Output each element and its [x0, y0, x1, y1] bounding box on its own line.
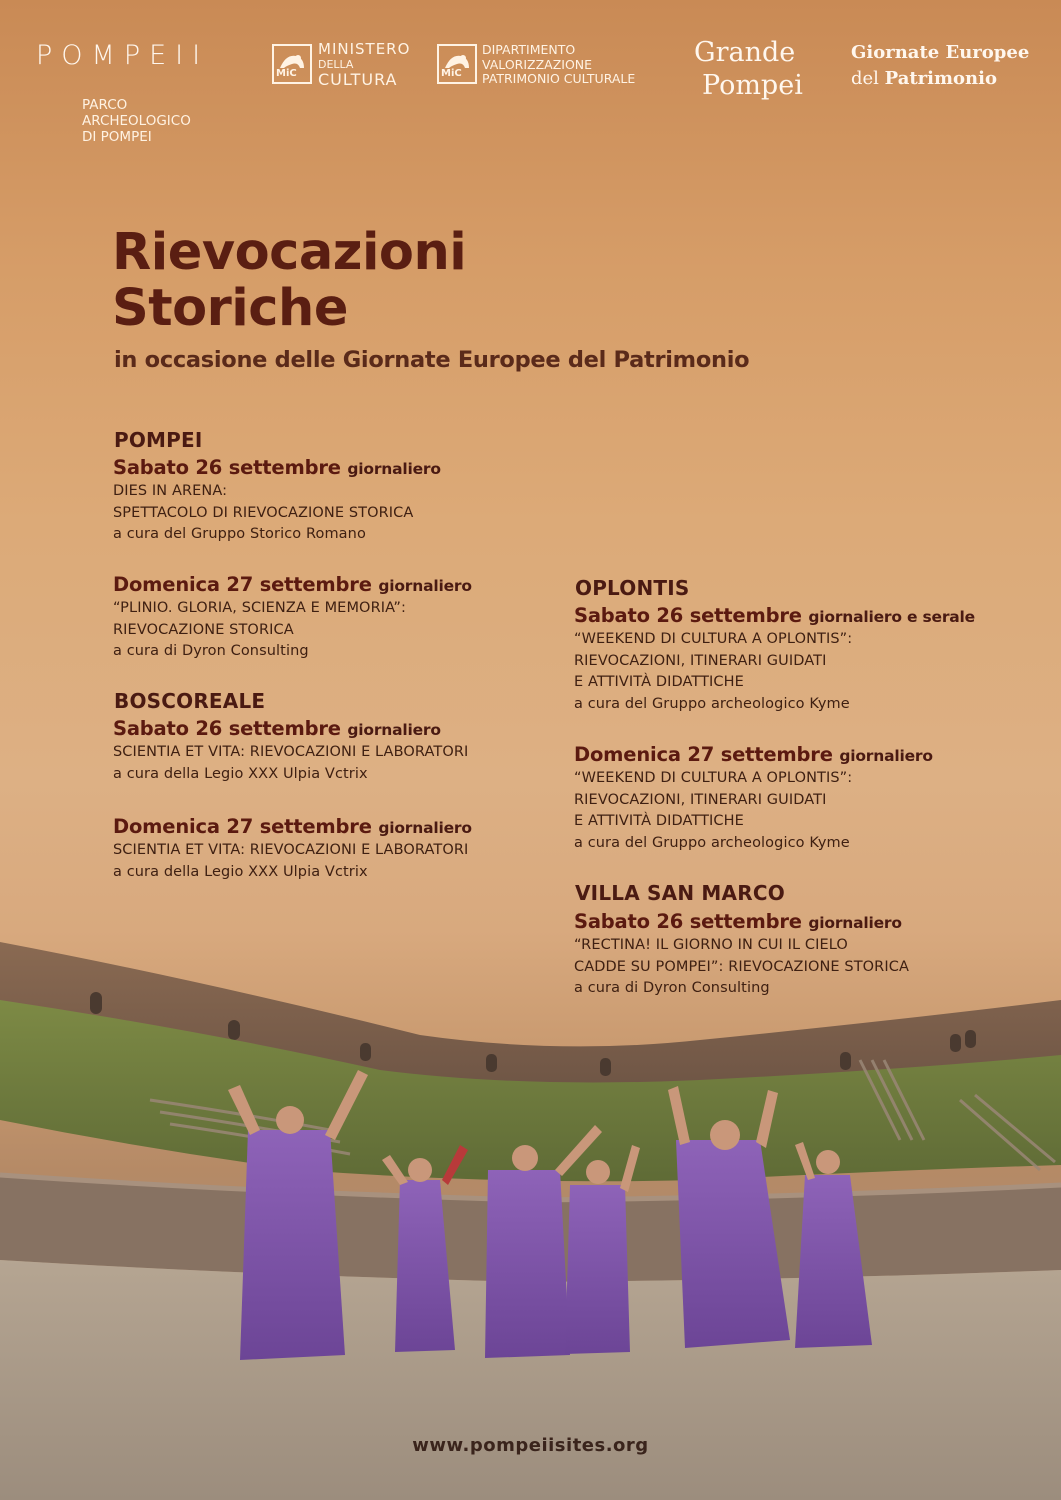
event-line: “WEEKEND DI CULTURA A OPLONTIS”:	[574, 631, 853, 647]
site-heading-villa-san-marco: VILLA SAN MARCO	[575, 881, 785, 905]
event-line: SCIENTIA ET VITA: RIEVOCAZIONI E LABORATORI	[113, 842, 469, 858]
event-day: Sabato 26 settembre	[113, 717, 341, 740]
event-kind: giornaliero	[347, 721, 441, 739]
event-kind: giornaliero	[378, 819, 472, 837]
parco-archeologico-text	[82, 97, 191, 145]
giornate-line-bold: Patrimonio	[884, 68, 997, 89]
title-line: Storiche	[112, 279, 348, 338]
event-kind: giornaliero e serale	[808, 608, 975, 626]
event-kind: giornaliero	[347, 460, 441, 478]
mic-label: MiC	[276, 68, 297, 79]
dipartimento-line: VALORIZZAZIONE	[482, 56, 593, 72]
parco-line: PARCO	[82, 97, 128, 113]
event-date	[113, 573, 472, 596]
ministero-line: CULTURA	[318, 70, 398, 89]
event-line: a cura della Legio XXX Ulpia Vctrix	[113, 863, 368, 880]
mic-label: MiC	[441, 68, 462, 79]
dipartimento-line: DIPARTIMENTO	[482, 42, 576, 57]
event-line: E ATTIVITÀ DIDATTICHE	[574, 813, 744, 829]
event-kind: giornaliero	[808, 914, 902, 932]
event-line: CADDE SU POMPEI”: RIEVOCAZIONE STORICA	[574, 958, 909, 975]
event-line: SPETTACOLO DI RIEVOCAZIONE STORICA	[113, 504, 414, 521]
event-date	[113, 717, 441, 740]
event-line: RIEVOCAZIONI, ITINERARI GUIDATI	[574, 652, 827, 669]
event-date	[113, 456, 441, 479]
ministero-line: DELLA	[318, 58, 354, 71]
parco-line: ARCHEOLOGICO	[82, 113, 191, 129]
event-date	[574, 910, 902, 933]
event-line: a cura del Gruppo archeologico Kyme	[574, 695, 850, 712]
dipartimento-text	[482, 43, 635, 87]
mic-emblem-icon	[437, 44, 477, 84]
event-line: a cura del Gruppo Storico Romano	[113, 526, 366, 542]
event-description	[113, 742, 468, 785]
event-line: E ATTIVITÀ DIDATTICHE	[574, 674, 744, 690]
event-day: Domenica 27 settembre	[574, 743, 833, 766]
event-line: a cura di Dyron Consulting	[113, 643, 309, 659]
event-kind: giornaliero	[839, 747, 933, 765]
event-line: a cura di Dyron Consulting	[574, 980, 770, 996]
grande-pompei-line: Grande	[694, 37, 796, 68]
parco-line: DI POMPEI	[82, 129, 152, 145]
event-line: “RECTINA! IL GIORNO IN CUI IL CIELO	[574, 937, 848, 953]
dipartimento-line: PATRIMONIO CULTURALE	[482, 71, 636, 86]
title-line: Rievocazioni	[112, 223, 467, 282]
event-line: DIES IN ARENA:	[113, 483, 228, 499]
event-kind: giornaliero	[378, 577, 472, 595]
pompeii-logo	[36, 40, 209, 71]
ministero-line: MINISTERO	[318, 40, 411, 58]
event-line: RIEVOCAZIONE STORICA	[113, 621, 294, 638]
giornate-line	[851, 66, 1029, 92]
site-heading-pompei: POMPEI	[114, 428, 203, 452]
giornate-line: Giornate Europee	[851, 42, 1030, 63]
page-title	[112, 225, 466, 337]
event-description	[574, 629, 852, 715]
ministero-text	[318, 42, 410, 87]
event-line: “PLINIO. GLORIA, SCIENZA E MEMORIA”:	[113, 600, 406, 616]
event-description	[113, 840, 468, 883]
event-description	[113, 481, 413, 546]
site-heading-boscoreale: BOSCOREALE	[114, 689, 266, 713]
event-description	[574, 768, 852, 854]
event-day: Domenica 27 settembre	[113, 573, 372, 596]
page-subtitle: in occasione delle Giornate Europee del Patrimonio	[114, 347, 750, 373]
giornate-line-light: del	[851, 68, 885, 89]
event-date	[574, 743, 933, 766]
event-line: a cura della Legio XXX Ulpia Vctrix	[113, 765, 368, 782]
event-date	[113, 815, 472, 838]
event-line: SCIENTIA ET VITA: RIEVOCAZIONI E LABORATORI	[113, 744, 469, 760]
event-day: Domenica 27 settembre	[113, 815, 372, 838]
amphitheater-photo	[0, 930, 1061, 1500]
event-line: RIEVOCAZIONI, ITINERARI GUIDATI	[574, 791, 827, 808]
event-day: Sabato 26 settembre	[574, 910, 802, 933]
event-day: Sabato 26 settembre	[574, 604, 802, 627]
website-link[interactable]: www.pompeiisites.org	[412, 1435, 649, 1456]
event-description	[574, 935, 909, 1000]
grande-pompei-line: Pompei	[702, 70, 803, 101]
event-date	[574, 604, 975, 627]
event-day: Sabato 26 settembre	[113, 456, 341, 479]
event-description	[113, 598, 406, 663]
mic-emblem-icon	[272, 44, 312, 84]
event-line: “WEEKEND DI CULTURA A OPLONTIS”:	[574, 770, 853, 786]
pompeii-logo-text: POMPEII	[36, 40, 210, 71]
grande-pompei-logo	[694, 36, 803, 102]
giornate-europee-logo	[851, 40, 1029, 92]
site-heading-oplontis: OPLONTIS	[575, 576, 690, 600]
event-line: a cura del Gruppo archeologico Kyme	[574, 834, 850, 851]
